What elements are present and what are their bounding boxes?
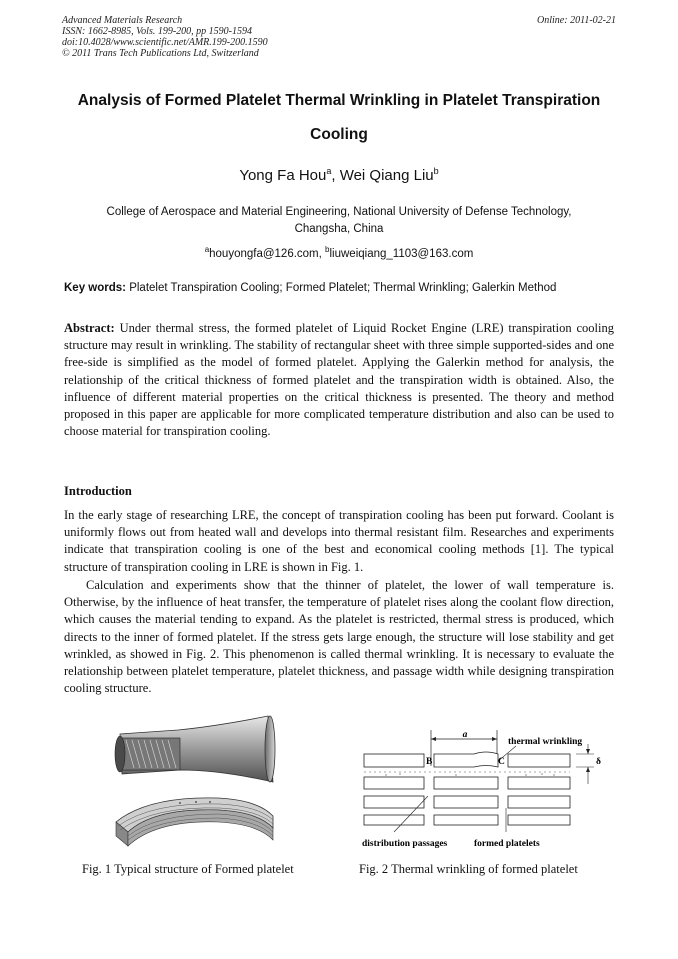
dim-a-label: a	[462, 730, 468, 740]
email-line	[0, 245, 678, 260]
doi-line: doi:10.4028/www.scientific.net/AMR.199-200.1590	[62, 37, 268, 48]
author-1-sup: a	[326, 166, 332, 176]
journal-name: Advanced Materials Research	[62, 15, 183, 26]
affiliation-line-1: College of Aerospace and Material Engineering, National University of Defense Technology,	[106, 206, 572, 218]
abstract	[64, 320, 614, 440]
copyright-line: © 2011 Trans Tech Publications Ltd, Switzerland	[62, 48, 259, 59]
email-b: liuweiqiang_1103@163.com	[329, 247, 474, 260]
keywords-label: Key words:	[64, 282, 126, 294]
paper-title-line-2: Cooling	[310, 126, 368, 143]
journal-header	[62, 15, 268, 59]
thermal-wrinkling-label: thermal wrinkling	[508, 737, 583, 747]
introduction-heading: Introduction	[64, 484, 132, 498]
introduction-paragraph-2: Calculation and experiments show that the thinner of platelet, the lower of wall temperature is. Otherwise, by the influence of heat transfer, the temperature of platelet rises along the coolant flow direction, which causes the material tending to expand. As the platelet is restricted, thermal stress is produced, which directs to the inner of formed platelet. If the stress gets large enough, the structure will lose stability and get wrinkled, as showed in Fig. 2. This phenomenon is called thermal wrinkling. It is necessary to evaluate the relationship between platelet temperature, platelet thickness, and passage width while designing transpiration cooling structure.	[64, 578, 614, 696]
keywords	[64, 282, 624, 294]
online-date: Online: 2011-02-21	[537, 15, 616, 26]
email-a: houyongfa@126.com,	[209, 247, 326, 260]
email-b-sup: b	[325, 245, 330, 254]
point-b-label: B	[426, 757, 433, 767]
distribution-passages-label: distribution passages	[362, 839, 448, 849]
figure-2-schematic	[356, 724, 610, 850]
figure-1-illustration	[108, 712, 288, 854]
email-a-sup: a	[204, 245, 210, 254]
author-2: Wei Qiang Liu	[339, 167, 434, 184]
figure-2-caption: Fig. 2 Thermal wrinkling of formed platelet	[359, 862, 578, 876]
abstract-text: Under thermal stress, the formed platelet of Liquid Rocket Engine (LRE) transpiration cooling structure may result in wrinkling. The stability of rectangular sheet with three simple supported-sides and one free-side is simplified as the model of formed platelet. Applying the Galerkin method for analysis, the relationship of the critical thickness of formed platelet and the transpiration width is obtained. Also, the influence of different material properties on the critical thickness is presented. The theory and method proposed in this paper are applicable for more complicated temperature distribution and also can be used to choose material for transpiration cooling.	[64, 321, 614, 439]
issn-line: ISSN: 1662-8985, Vols. 199-200, pp 1590-1594	[62, 26, 252, 37]
author-1: Yong Fa Hou	[239, 167, 327, 184]
figure-1-caption: Fig. 1 Typical structure of Formed platelet	[82, 862, 294, 876]
affiliation-line-2: Changsha, China	[294, 223, 384, 235]
formed-platelets-label: formed platelets	[474, 839, 540, 849]
delta-label: δ	[596, 757, 601, 767]
point-c-label: C	[498, 757, 505, 767]
author-separator: ,	[331, 167, 340, 184]
author-list	[0, 166, 678, 184]
keywords-text: Platelet Transpiration Cooling; Formed Platelet; Thermal Wrinkling; Galerkin Method	[126, 282, 557, 294]
author-2-sup: b	[433, 166, 439, 176]
abstract-label: Abstract:	[64, 321, 115, 335]
paper-title-line-1: Analysis of Formed Platelet Thermal Wrinkling in Platelet Transpiration	[77, 92, 601, 109]
introduction-paragraph-1: In the early stage of researching LRE, the concept of transpiration cooling has been put forward. Coolant is uniformly flows out from heated wall and develops into thermal resistant film. Researches and experiments indicate that transpiration cooling is one of the best and economical cooling methods [1]. The typical structure of transpiration cooling in LRE is shown in Fig. 1.	[64, 508, 614, 574]
